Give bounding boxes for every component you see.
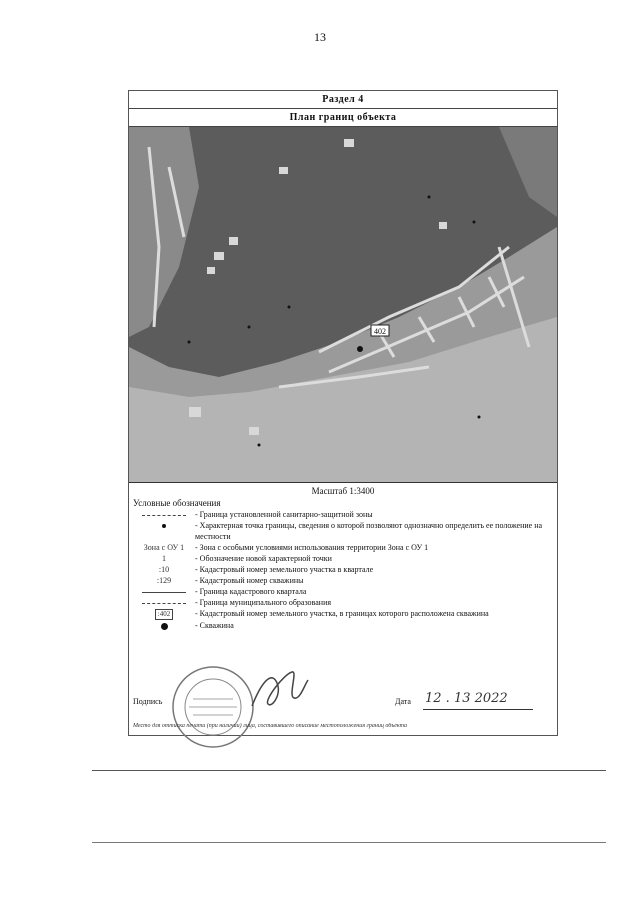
- parcel-label: 402: [374, 327, 386, 336]
- legend-item: - Граница кадастрового квартала: [129, 586, 557, 597]
- legend-item: - Характерная точка границы, сведения о которой позволяют однозначно определить ее положение на местности: [129, 520, 557, 542]
- boundary-plan-sheet: [128, 90, 558, 736]
- plan-title: План границ объекта: [129, 109, 557, 127]
- cadastral-quarter-line-icon: [142, 592, 186, 593]
- boundary-point-icon: [162, 524, 166, 528]
- legend: [129, 509, 557, 631]
- legend-item: - Скважина: [129, 620, 557, 631]
- footer-note: Место для оттиска печати (при наличии) лица, составившего описание местоположения границ объекта: [133, 723, 408, 729]
- section-title: Раздел 4: [129, 91, 557, 109]
- legend-title: Условные обозначения: [133, 498, 221, 508]
- divider-line: [92, 770, 606, 771]
- date-label: Дата: [395, 697, 411, 706]
- signature-label: Подпись: [133, 697, 163, 706]
- legend-item: - Граница муниципального образования: [129, 597, 557, 608]
- legend-item: - Граница установленной санитарно-защитной зоны: [129, 509, 557, 520]
- signature-row: [133, 691, 553, 707]
- legend-item: :129 - Кадастровый номер скважины: [156, 576, 304, 585]
- legend-item: Зона с ОУ 1 - Зона с особыми условиями использования территории Зона с ОУ 1: [143, 543, 429, 552]
- legend-item: :10 - Кадастровый номер земельного участка в квартале: [158, 565, 374, 574]
- sanitary-zone-line-icon: [142, 515, 186, 516]
- divider-line: [92, 842, 606, 843]
- well-marker: [357, 346, 363, 352]
- aerial-map: [129, 127, 557, 482]
- map-scale: Масштаб 1:3400: [311, 486, 375, 496]
- map-image: [129, 127, 557, 483]
- municipal-boundary-line-icon: [142, 603, 186, 604]
- date-underline: [423, 709, 533, 710]
- legend-item: :402 - Кадастровый номер земельного участка, в границах которого расположена скважина: [129, 608, 557, 620]
- date-value: 12 . 13 2022: [425, 691, 508, 706]
- legend-item: 1 - Обозначение новой характерной точки: [162, 554, 332, 563]
- well-icon: [161, 623, 168, 630]
- page-number: 13: [314, 30, 326, 44]
